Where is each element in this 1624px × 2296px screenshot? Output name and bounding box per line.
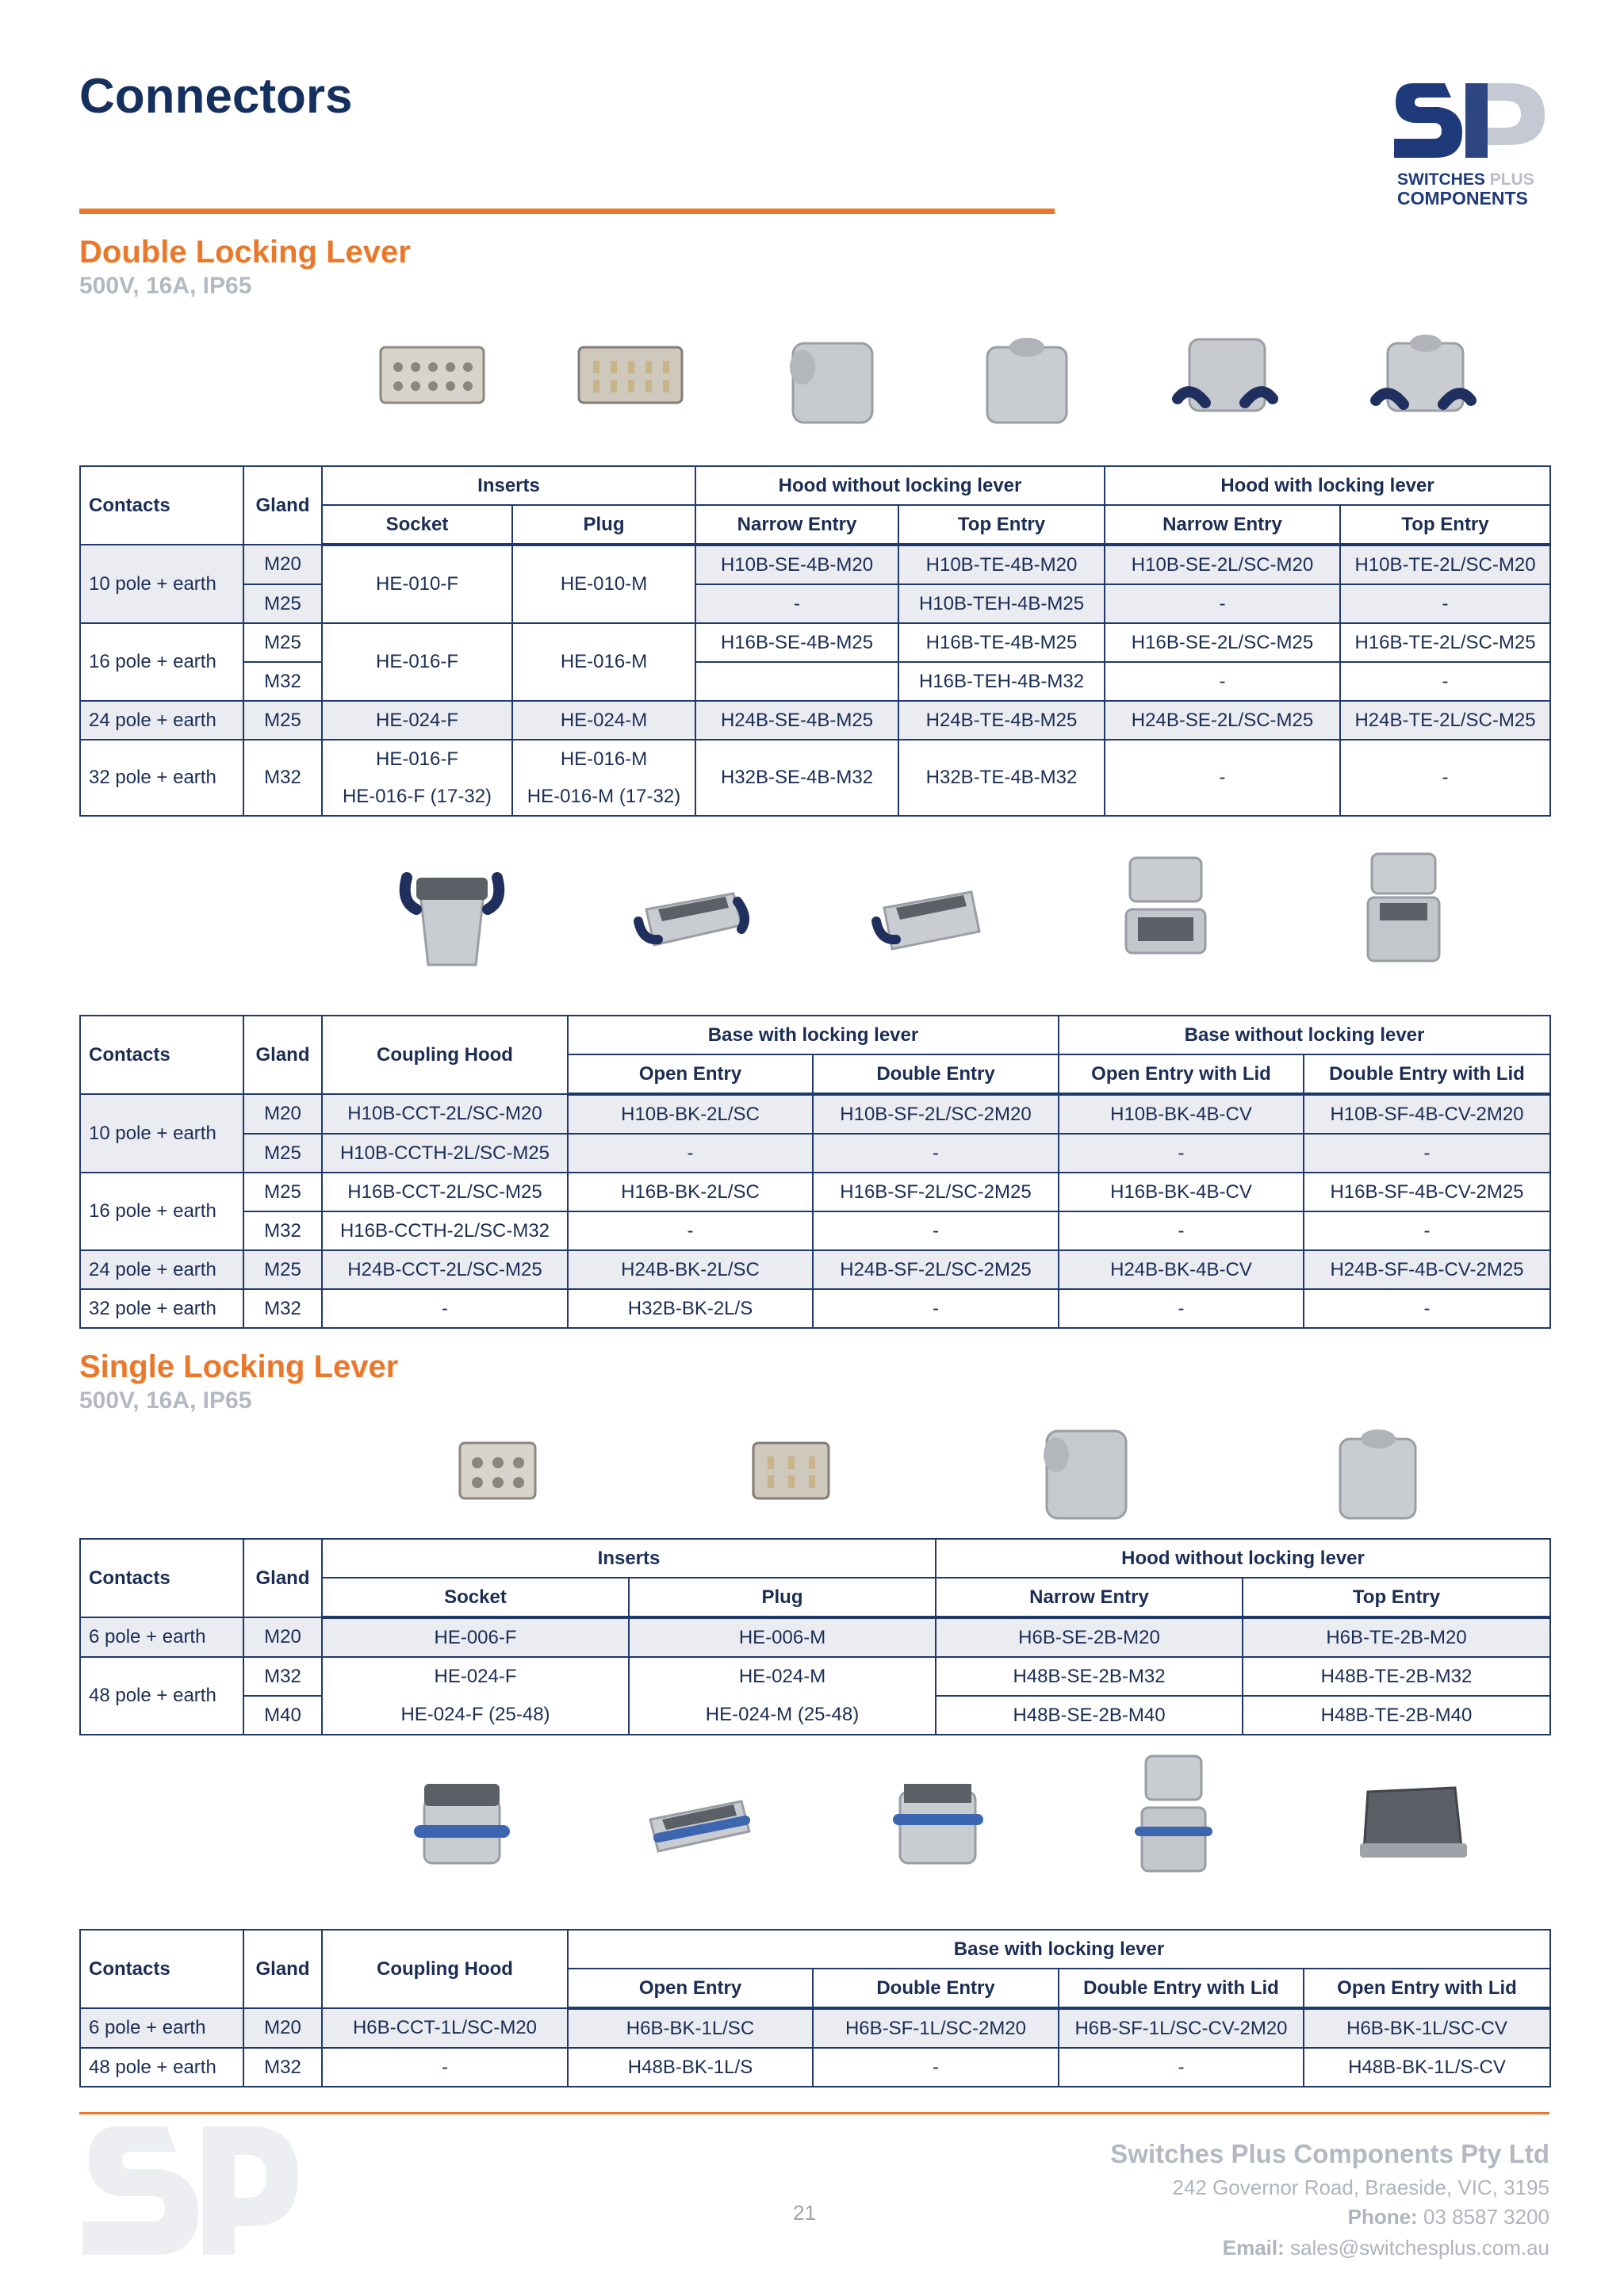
cell-value: - bbox=[813, 1134, 1059, 1173]
cell-gland: M20 bbox=[243, 1617, 322, 1657]
cell-socket: HE-016-F bbox=[322, 623, 512, 701]
col-header-contacts: Contacts bbox=[80, 1016, 243, 1094]
cell-value: H16B-SF-4B-CV-2M25 bbox=[1304, 1173, 1550, 1211]
double-photos-row1 bbox=[333, 305, 1522, 444]
phone-label: Phone: bbox=[1347, 2205, 1418, 2229]
cell-value bbox=[695, 662, 898, 701]
cell-value: H16B-TE-4B-M25 bbox=[898, 623, 1105, 662]
cell-gland: M25 bbox=[243, 701, 322, 740]
table-row bbox=[80, 1173, 1550, 1211]
footer-rule bbox=[79, 2112, 1549, 2114]
cell-gland: M25 bbox=[243, 1173, 322, 1211]
cell-value: H10B-SF-2L/SC-2M20 bbox=[813, 1094, 1059, 1134]
email-label: Email: bbox=[1222, 2236, 1285, 2260]
watermark-logo-icon bbox=[79, 2118, 301, 2293]
cell-gland: M20 bbox=[243, 545, 322, 584]
double-hood-table bbox=[79, 465, 1551, 817]
cell-value: - bbox=[568, 1211, 813, 1250]
cell-value: H6B-TE-2B-M20 bbox=[1243, 1617, 1550, 1657]
hood-lever-top-photo bbox=[1356, 312, 1491, 438]
cell-value: H24B-CCT-2L/SC-M25 bbox=[322, 1250, 568, 1289]
cell-value: - bbox=[1059, 1134, 1304, 1173]
col-header-coupling-hood: Coupling Hood bbox=[322, 1016, 568, 1094]
col-header-narrow-entry: Narrow Entry bbox=[1105, 505, 1340, 545]
table-row bbox=[80, 1657, 1550, 1696]
table-row bbox=[80, 1250, 1550, 1289]
double-section-title: Double Locking Lever bbox=[79, 235, 411, 270]
cell-socket: HE-024-F bbox=[322, 701, 512, 740]
single-photos-row2 bbox=[341, 1744, 1530, 1887]
col-header-open-entry-lid: Open Entry with Lid bbox=[1304, 1969, 1550, 2008]
cell-plug: HE-016-M bbox=[512, 740, 695, 778]
col-header-open-entry: Open Entry bbox=[568, 1054, 813, 1094]
cell-value: - bbox=[1059, 1211, 1304, 1250]
cell-value: H16B-TEH-4B-M32 bbox=[898, 662, 1105, 701]
double-photos-row2 bbox=[333, 834, 1522, 985]
table-row bbox=[80, 584, 1550, 623]
double-base-table bbox=[79, 1015, 1551, 1329]
cell-socket: HE-016-F (17-32) bbox=[322, 778, 512, 816]
table-row bbox=[80, 545, 1550, 584]
footer-phone-line bbox=[1348, 2205, 1549, 2229]
cell-value: - bbox=[1059, 1289, 1304, 1328]
cell-value: H16B-SE-4B-M25 bbox=[695, 623, 898, 662]
cell-value: H16B-BK-4B-CV bbox=[1059, 1173, 1304, 1211]
cell-gland: M32 bbox=[243, 740, 322, 816]
col-header-gland: Gland bbox=[243, 1539, 322, 1617]
cell-value: H24B-SF-2L/SC-2M25 bbox=[813, 1250, 1059, 1289]
cell-value: HE-024-M (25-48) bbox=[629, 1696, 936, 1735]
table-row bbox=[80, 623, 1550, 662]
cell-gland: M32 bbox=[243, 1211, 322, 1250]
table-row bbox=[80, 2048, 1550, 2087]
cell-value: HE-024-M bbox=[629, 1657, 936, 1696]
cell-contacts: 24 pole + earth bbox=[80, 1250, 243, 1289]
single-base-double-entry-photo bbox=[868, 1752, 1003, 1879]
coupling-hood-photo bbox=[385, 846, 519, 973]
col-header-top-entry: Top Entry bbox=[1243, 1578, 1550, 1617]
col-header-socket: Socket bbox=[322, 1578, 629, 1617]
single-photos-row1 bbox=[349, 1403, 1522, 1538]
table-row bbox=[80, 1094, 1550, 1134]
cell-contacts: 6 pole + earth bbox=[80, 2008, 243, 2048]
table-row bbox=[80, 701, 1550, 740]
single-hood-narrow-photo bbox=[1015, 1407, 1150, 1534]
table-row bbox=[80, 2008, 1550, 2048]
col-header-coupling-hood: Coupling Hood bbox=[322, 1930, 568, 2008]
col-header-double-entry: Double Entry bbox=[813, 1969, 1059, 2008]
cell-contacts: 48 pole + earth bbox=[80, 2048, 243, 2087]
logo-line1: SWITCHES bbox=[1397, 170, 1485, 189]
cell-value: - bbox=[1105, 584, 1340, 623]
cell-gland: M40 bbox=[243, 1696, 322, 1735]
cell-value: H10B-SE-4B-M20 bbox=[695, 545, 898, 584]
single-hood-table bbox=[79, 1538, 1551, 1735]
col-header-double-entry-lid: Double Entry with Lid bbox=[1059, 1969, 1304, 2008]
cell-value: H48B-SE-2B-M32 bbox=[936, 1657, 1243, 1696]
col-header-contacts: Contacts bbox=[80, 1930, 243, 2008]
cell-value: H24B-SF-4B-CV-2M25 bbox=[1304, 1250, 1550, 1289]
cell-gland: M25 bbox=[243, 1250, 322, 1289]
cell-plug: HE-016-M (17-32) bbox=[512, 778, 695, 816]
cell-gland: M32 bbox=[243, 1657, 322, 1696]
single-section-subtitle: 500V, 16A, IP65 bbox=[79, 1387, 252, 1414]
single-hood-top-photo bbox=[1308, 1407, 1443, 1534]
cell-value: - bbox=[813, 2048, 1059, 2087]
cell-plug: HE-024-M bbox=[512, 701, 695, 740]
single-base-open-entry-lid-photo bbox=[1344, 1752, 1479, 1879]
cell-value: HE-006-F bbox=[322, 1617, 629, 1657]
footer-email-line bbox=[1223, 2236, 1549, 2260]
title-rule bbox=[79, 209, 1055, 214]
footer-address: 242 Governor Road, Braeside, VIC, 3195 bbox=[1172, 2175, 1549, 2199]
base-open-entry-lid-photo bbox=[1098, 846, 1233, 973]
cell-value: - bbox=[695, 584, 898, 623]
cell-value: - bbox=[1105, 740, 1340, 816]
table-row bbox=[80, 1617, 1550, 1657]
footer-company: Switches Plus Components Pty Ltd bbox=[1110, 2139, 1549, 2168]
col-header-hood-without-lever: Hood without locking lever bbox=[936, 1539, 1550, 1578]
cell-value: H16B-CCTH-2L/SC-M32 bbox=[322, 1211, 568, 1250]
cell-value: H10B-SE-2L/SC-M20 bbox=[1105, 545, 1340, 584]
cell-value: H16B-CCT-2L/SC-M25 bbox=[322, 1173, 568, 1211]
cell-socket: HE-010-F bbox=[322, 545, 512, 623]
cell-value: - bbox=[1304, 1289, 1550, 1328]
cell-value: H32B-SE-4B-M32 bbox=[695, 740, 898, 816]
cell-gland: M25 bbox=[243, 623, 322, 662]
cell-value: - bbox=[1059, 2048, 1304, 2087]
col-header-double-entry: Double Entry bbox=[813, 1054, 1059, 1094]
cell-value: HE-006-M bbox=[629, 1617, 936, 1657]
single-insert-socket-photo bbox=[428, 1407, 563, 1534]
cell-value: H24B-SE-2L/SC-M25 bbox=[1105, 701, 1340, 740]
cell-gland: M25 bbox=[243, 1134, 322, 1173]
cell-value: - bbox=[1304, 1134, 1550, 1173]
col-header-open-entry: Open Entry bbox=[568, 1969, 813, 2008]
cell-value: H16B-SF-2L/SC-2M25 bbox=[813, 1173, 1059, 1211]
col-header-contacts: Contacts bbox=[80, 466, 243, 545]
cell-value: H24B-TE-2L/SC-M25 bbox=[1340, 701, 1550, 740]
table-row bbox=[80, 1134, 1550, 1173]
col-header-hood-with-lever: Hood with locking lever bbox=[1105, 466, 1550, 505]
cell-contacts: 32 pole + earth bbox=[80, 740, 243, 816]
table-row bbox=[80, 1211, 1550, 1250]
col-header-narrow-entry: Narrow Entry bbox=[936, 1578, 1243, 1617]
cell-gland: M20 bbox=[243, 1094, 322, 1134]
page-title: Connectors bbox=[79, 69, 353, 124]
cell-value: H16B-TE-2L/SC-M25 bbox=[1340, 623, 1550, 662]
col-header-base-with-lever: Base with locking lever bbox=[568, 1016, 1059, 1054]
col-header-top-entry: Top Entry bbox=[898, 505, 1105, 545]
col-header-plug: Plug bbox=[512, 505, 695, 545]
hood-narrow-entry-photo bbox=[761, 312, 896, 438]
cell-contacts: 10 pole + earth bbox=[80, 1094, 243, 1173]
cell-value: - bbox=[1340, 740, 1550, 816]
hood-top-entry-photo bbox=[959, 312, 1094, 438]
phone-number[interactable]: 03 8587 3200 bbox=[1423, 2205, 1549, 2229]
insert-socket-photo bbox=[365, 312, 500, 438]
table-row bbox=[80, 740, 1550, 778]
cell-value: H10B-BK-4B-CV bbox=[1059, 1094, 1304, 1134]
col-header-gland: Gland bbox=[243, 466, 322, 545]
col-header-narrow-entry: Narrow Entry bbox=[695, 505, 898, 545]
cell-value: H6B-SE-2B-M20 bbox=[936, 1617, 1243, 1657]
cell-value: H10B-TEH-4B-M25 bbox=[898, 584, 1105, 623]
cell-value: H32B-TE-4B-M32 bbox=[898, 740, 1105, 816]
cell-value: H10B-BK-2L/SC bbox=[568, 1094, 813, 1134]
cell-value: H6B-BK-1L/SC bbox=[568, 2008, 813, 2048]
email-link[interactable]: sales@switchesplus.com.au bbox=[1290, 2236, 1549, 2260]
col-header-contacts: Contacts bbox=[80, 1539, 243, 1617]
single-base-table bbox=[79, 1929, 1551, 2087]
col-header-base-with-lever: Base with locking lever bbox=[568, 1930, 1550, 1969]
cell-value: - bbox=[1340, 662, 1550, 701]
cell-gland: M32 bbox=[243, 1289, 322, 1328]
cell-value: H24B-BK-4B-CV bbox=[1059, 1250, 1304, 1289]
cell-gland: M32 bbox=[243, 662, 322, 701]
col-header-inserts: Inserts bbox=[322, 466, 695, 505]
cell-contacts: 48 pole + earth bbox=[80, 1657, 243, 1735]
col-header-socket: Socket bbox=[322, 505, 512, 545]
single-section-title: Single Locking Lever bbox=[79, 1349, 399, 1384]
cell-value: - bbox=[1304, 1211, 1550, 1250]
col-header-hood-without-lever: Hood without locking lever bbox=[695, 466, 1105, 505]
cell-contacts: 24 pole + earth bbox=[80, 701, 243, 740]
cell-value: H48B-BK-1L/S-CV bbox=[1304, 2048, 1550, 2087]
base-double-entry-lid-photo bbox=[1336, 846, 1471, 973]
cell-gland: M25 bbox=[243, 584, 322, 623]
cell-value: H10B-CCT-2L/SC-M20 bbox=[322, 1094, 568, 1134]
single-base-double-entry-lid-photo bbox=[1106, 1752, 1241, 1879]
single-insert-plug-photo bbox=[722, 1407, 856, 1534]
table-row bbox=[80, 1696, 1550, 1735]
cell-value: - bbox=[322, 1289, 568, 1328]
cell-value: - bbox=[813, 1289, 1059, 1328]
cell-contacts: 6 pole + earth bbox=[80, 1617, 243, 1657]
cell-gland: M32 bbox=[243, 2048, 322, 2087]
single-base-open-entry-photo bbox=[630, 1752, 765, 1879]
cell-value: - bbox=[322, 2048, 568, 2087]
insert-plug-photo bbox=[563, 312, 698, 438]
hood-lever-narrow-photo bbox=[1158, 312, 1293, 438]
cell-value: H6B-SF-1L/SC-CV-2M20 bbox=[1059, 2008, 1304, 2048]
cell-contacts: 10 pole + earth bbox=[80, 545, 243, 623]
company-logo bbox=[1389, 75, 1556, 212]
cell-value: HE-024-F bbox=[322, 1657, 629, 1696]
cell-value: H10B-TE-2L/SC-M20 bbox=[1340, 545, 1550, 584]
cell-value: H24B-SE-4B-M25 bbox=[695, 701, 898, 740]
cell-value: H24B-TE-4B-M25 bbox=[898, 701, 1105, 740]
cell-value: H6B-SF-1L/SC-2M20 bbox=[813, 2008, 1059, 2048]
cell-contacts: 16 pole + earth bbox=[80, 1173, 243, 1250]
cell-value: H48B-TE-2B-M40 bbox=[1243, 1696, 1550, 1735]
col-header-open-entry-lid: Open Entry with Lid bbox=[1059, 1054, 1304, 1094]
cell-value: H16B-BK-2L/SC bbox=[568, 1173, 813, 1211]
logo-line2: COMPONENTS bbox=[1397, 188, 1528, 209]
double-section-subtitle: 500V, 16A, IP65 bbox=[79, 273, 252, 299]
cell-contacts: 16 pole + earth bbox=[80, 623, 243, 701]
cell-value: - bbox=[813, 1211, 1059, 1250]
cell-value: H32B-BK-2L/S bbox=[568, 1289, 813, 1328]
cell-gland: M20 bbox=[243, 2008, 322, 2048]
cell-value: H10B-CCTH-2L/SC-M25 bbox=[322, 1134, 568, 1173]
cell-value: H48B-TE-2B-M32 bbox=[1243, 1657, 1550, 1696]
cell-value: H48B-BK-1L/S bbox=[568, 2048, 813, 2087]
col-header-base-without-lever: Base without locking lever bbox=[1059, 1016, 1550, 1054]
table-row bbox=[80, 1289, 1550, 1328]
cell-value: HE-024-F (25-48) bbox=[322, 1696, 629, 1735]
cell-value: H48B-SE-2B-M40 bbox=[936, 1696, 1243, 1735]
cell-value: H10B-TE-4B-M20 bbox=[898, 545, 1105, 584]
logo-line1-accent: PLUS bbox=[1489, 170, 1534, 189]
col-header-gland: Gland bbox=[243, 1016, 322, 1094]
cell-plug: HE-010-M bbox=[512, 545, 695, 623]
page-number: 21 bbox=[793, 2201, 816, 2225]
cell-value: H16B-SE-2L/SC-M25 bbox=[1105, 623, 1340, 662]
col-header-double-entry-lid: Double Entry with Lid bbox=[1304, 1054, 1550, 1094]
cell-value: H6B-BK-1L/SC-CV bbox=[1304, 2008, 1550, 2048]
cell-value: - bbox=[1340, 584, 1550, 623]
base-double-entry-photo bbox=[860, 846, 995, 973]
cell-socket: HE-016-F bbox=[322, 740, 512, 778]
table-row bbox=[80, 662, 1550, 701]
cell-value: - bbox=[1105, 662, 1340, 701]
col-header-gland: Gland bbox=[243, 1930, 322, 2008]
col-header-inserts: Inserts bbox=[322, 1539, 936, 1578]
cell-contacts: 32 pole + earth bbox=[80, 1289, 243, 1328]
col-header-top-entry: Top Entry bbox=[1340, 505, 1550, 545]
cell-value: H10B-SF-4B-CV-2M20 bbox=[1304, 1094, 1550, 1134]
cell-value: H24B-BK-2L/SC bbox=[568, 1250, 813, 1289]
cell-plug: HE-016-M bbox=[512, 623, 695, 701]
col-header-plug: Plug bbox=[629, 1578, 936, 1617]
single-coupling-hood-photo bbox=[393, 1752, 527, 1879]
cell-value: H6B-CCT-1L/SC-M20 bbox=[322, 2008, 568, 2048]
base-open-entry-photo bbox=[622, 846, 757, 973]
cell-value: - bbox=[568, 1134, 813, 1173]
